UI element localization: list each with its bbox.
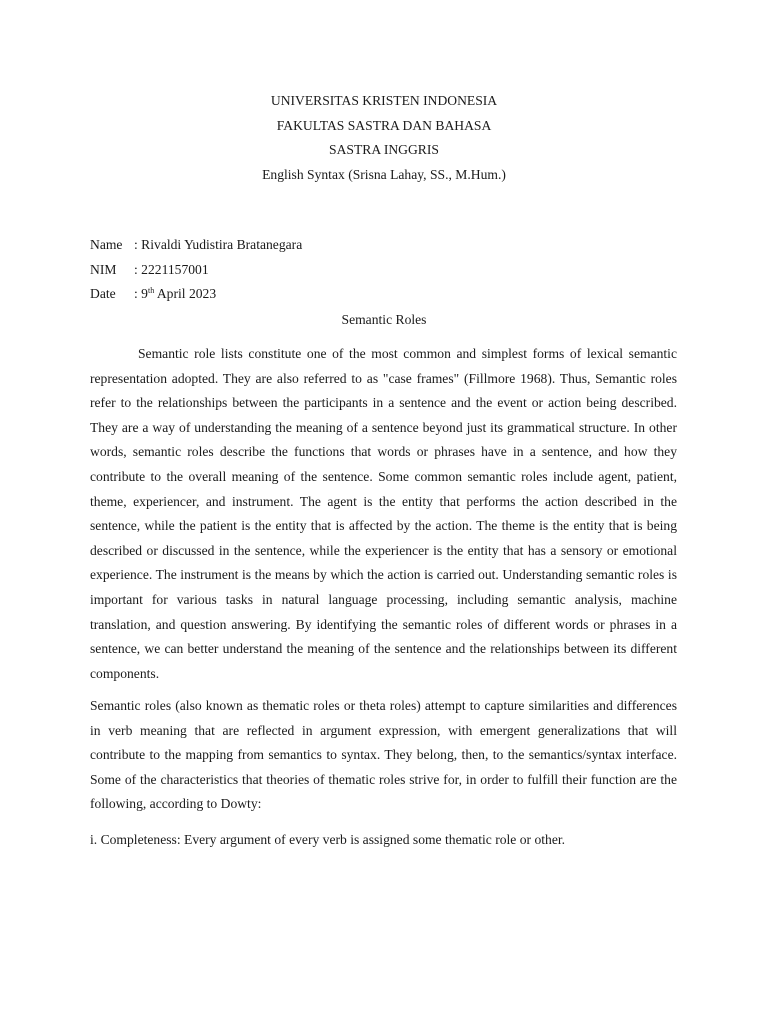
section-title: Semantic Roles (341, 312, 427, 327)
name-row (90, 233, 302, 258)
nim-row (90, 258, 302, 283)
student-info (90, 233, 302, 307)
faculty-name: FAKULTAS SASTRA DAN BAHASA (276, 117, 492, 133)
date-value (134, 282, 216, 307)
nim-label: NIM (90, 261, 117, 277)
course-name: English Syntax (Srisna Lahay, SS., M.Hum.) (262, 166, 506, 182)
name-value: : Rivaldi Yudistira Bratanegara (134, 237, 303, 252)
date-month-year: April 2023 (154, 286, 217, 301)
paragraph-thematic-roles: Semantic roles (also known as thematic roles or theta roles) attempt to capture similarities and differences in verb meaning that are reflected in argument expression, with emergent generalizations that will contribute to the mapping from semantics to syntax. They belong, then, to the semantics/syntax interface. Some of the characteristics that theories of thematic roles strive for, in order to fulfill their function are the following, according to Dowty: (90, 698, 677, 812)
department-name: SASTRA INGGRIS (329, 142, 439, 157)
name-label: Name (90, 237, 123, 252)
paragraph-intro: Semantic role lists constitute one of the most common and simplest forms of lexical semantic representation adopted. They are also referred to as "case frames" (Fillmore 1968). Thus, Semantic roles refer to the relationships between the participants in a sentence and the event or action being described. They are a way of understanding the meaning of a sentence beyond just its grammatical structure. In other words, semantic roles describe the functions that words or phrases have in a sentence, and how they contribute to the overall meaning of the sentence. Some common semantic roles include agent, patient, theme, experiencer, and instrument. The agent is the entity that performs the action described in the sentence, while the patient is the entity that is affected by the action. The theme is the entity that is being described or discussed in the sentence, while the experiencer is the entity that has a sensory or emotional experience. The instrument is the means by which the action is carried out. Understanding semantic roles is important for various tasks in natural language processing, including semantic analysis, machine translation, and question answering. By identifying the semantic roles of different words or phrases in a sentence, we can better understand the meaning of the sentence and the relationships between its different components. (90, 346, 677, 681)
list-item-completeness: i. Completeness: Every argument of every verb is assigned some thematic role or other. (90, 832, 566, 847)
date-day: : 9 (134, 286, 148, 301)
university-name: UNIVERSITAS KRISTEN INDONESIA (270, 93, 498, 108)
nim-value: : 2221157001 (134, 261, 209, 277)
date-label: Date (90, 286, 116, 301)
date-row (90, 282, 302, 307)
date-ordinal: th (147, 286, 155, 295)
document-header (0, 89, 768, 187)
